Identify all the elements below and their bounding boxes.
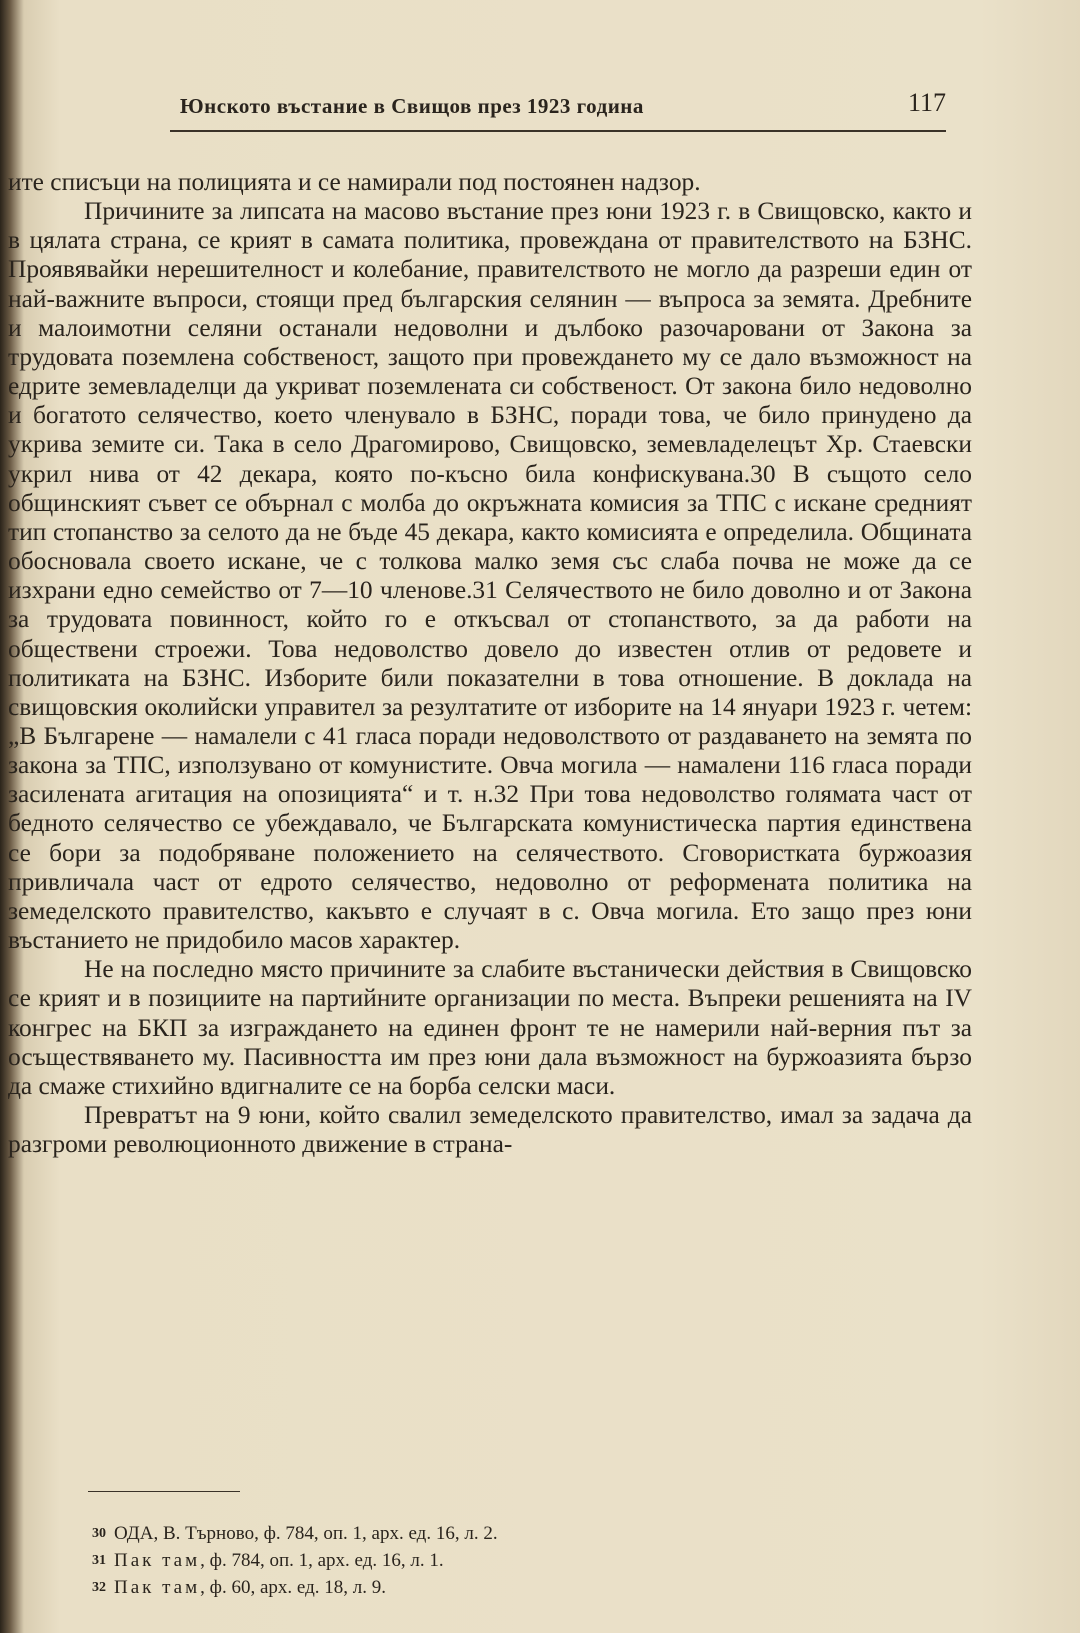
footnote-lead: Пак там [114, 1550, 201, 1571]
running-head: Юнското въстание в Свищов през 1923 година [180, 94, 644, 118]
footnote-number: 30 [92, 1526, 106, 1541]
header-rule [170, 130, 946, 132]
paragraph: Не на последно място причините за слабите въстанически действия в Свищовско се крият и в позициите на партийните организации по места. Въпреки решенията на IV конгрес на БКП за изграждането на единен фронт те не намерили най-верния път за осъществяването му. Пасивността им през юни дала възможност на буржоазията бързо да смаже стихийно вдигналите се на борба селски маси. [8, 955, 972, 1100]
footnote-number: 31 [92, 1553, 106, 1568]
body-text [8, 168, 972, 1159]
footnote [92, 1547, 892, 1574]
footnote [92, 1574, 892, 1601]
page-number: 117 [907, 88, 946, 117]
footnote-text: , ф. 784, оп. 1, арх. ед. 16, л. 1. [200, 1550, 444, 1571]
page-header [170, 88, 946, 132]
footnote-text: , ф. 60, арх. ед. 18, л. 9. [200, 1577, 386, 1598]
footnote-number: 32 [92, 1580, 106, 1595]
footnote [92, 1520, 892, 1547]
paragraph: Превратът на 9 юни, който свалил земеделското правителство, имал за задача да разгроми революционното движение в страна- [8, 1101, 972, 1159]
footnote-lead: Пак там [114, 1577, 201, 1598]
footnote-text: ОДА, В. Търново, ф. 784, оп. 1, арх. ед. 16, л. 2. [114, 1523, 498, 1544]
footnotes [92, 1520, 892, 1601]
paragraph: Причините за липсата на масово въстание през юни 1923 г. в Свищовско, както и в цялата страна, се крият в самата политика, провеждана от правителството на БЗНС. Проявявайки нерешителност и колебание, правителството не могло да разреши един от най-важните въпроси, стоящи пред българския селянин — въпроса за земята. Дребните и малоимотни селяни останали недоволни и дълбоко разочаровани от Закона за трудовата поземлена собственост, защото при провеждането му се дало възможност на едрите земевладелци да укриват поземлената си собственост. От закона било недоволно и богатото селячество, което членувало в БЗНС, поради това, че било принудено да укрива земите си. Така в село Драгомирово, Свищовско, земевладелецът Хр. Стаевски укрил нива от 42 декара, която по-късно била конфискувана.30 В същото село общинският съвет се обърнал с молба до окръжната комисия за ТПС с искане средният тип стопанство за селото да не бъде 45 декара, както комисията е определила. Общината обосновала своето искане, че с толкова малко земя със слаба почва не може да се изхрани едно семейство от 7—10 членове.31 Селячеството не било доволно и от Закона за трудовата повинност, който го е откъсвал от стопанството, за да работи на обществени строежи. Това недоволство довело до известен отлив от редовете и политиката на БЗНС. Изборите били показателни в това отношение. В доклада на свищовския околийски управител за резултатите от изборите на 14 януари 1923 г. четем: „В Българене — намалели с 41 гласа поради недоволството от раздаването на земята по закона за ТПС, използувано от комунистите. Овча могила — намалени 116 гласа поради засилената агитация на опозицията“ и т. н.32 При това недоволство голямата част от бедното селячество се убеждавало, че Българската комунистическа партия единствена се бори за подобряване положението на селячеството. Сговористката буржоазия привличала част от едрото селячество, недоволно от реформената политика на земеделското правителство, какъвто е случаят в с. Овча могила. Ето защо през юни въстанието не придобило масов характер. [8, 197, 972, 955]
footnote-rule [88, 1491, 240, 1492]
paragraph-continuation: ите списъци на полицията и се намирали под постоянен надзор. [8, 168, 701, 196]
